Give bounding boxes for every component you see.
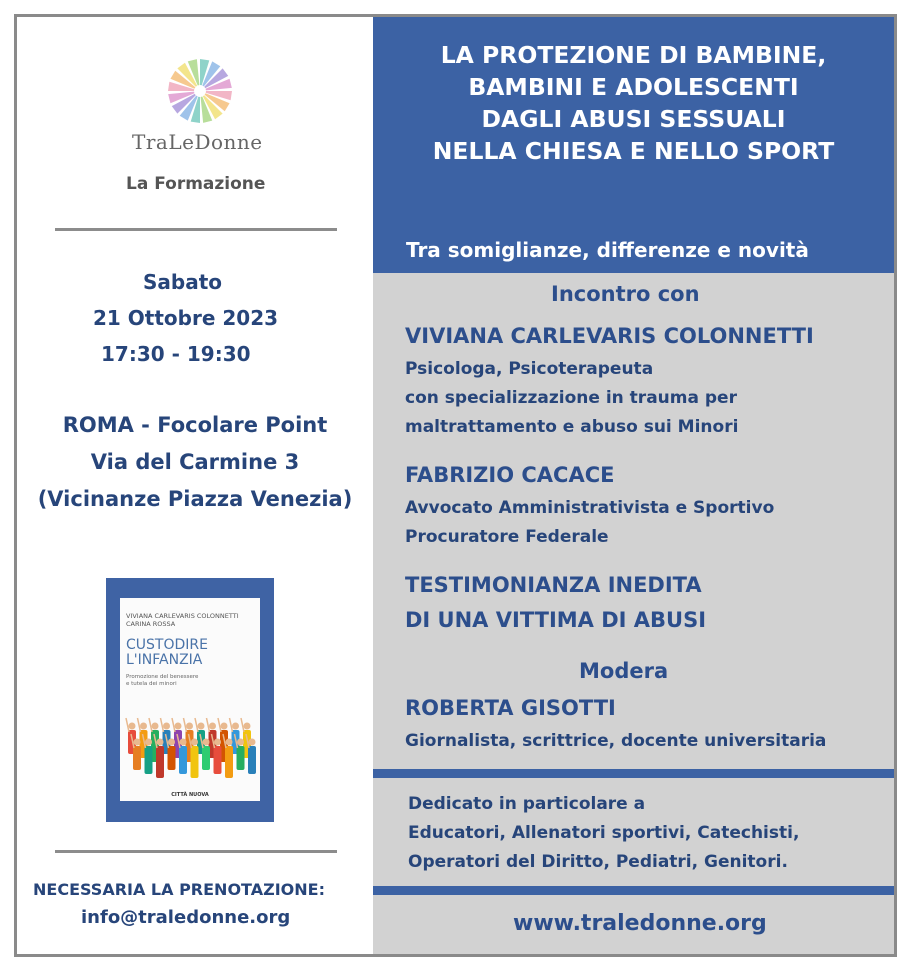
speaker-1-desc-line: Psicologa, Psicoterapeuta: [405, 359, 654, 379]
event-subtitle: Tra somiglianze, differenze e novità: [406, 238, 809, 262]
event-date: 21 Ottobre 2023: [93, 306, 279, 330]
venue-line-2: Via del Carmine 3: [90, 450, 300, 474]
speaker-2-desc-line: Avvocato Amministrativista e Sportivo: [405, 498, 775, 518]
book-subtitle-line: Promozione del benessere: [126, 674, 199, 680]
speaker-2-name: FABRIZIO CACACE: [405, 463, 615, 487]
speaker-1-name: VIVIANA CARLEVARIS COLONNETTI: [405, 324, 814, 348]
event-title-line: NELLA CHIESA E NELLO SPORT: [432, 137, 835, 165]
booking-email[interactable]: info@traledonne.org: [81, 907, 291, 928]
venue-line-3: (Vicinanze Piazza Venezia): [37, 487, 353, 511]
website-link[interactable]: www.traledonne.org: [513, 911, 767, 936]
speaker-2-desc-line: Procuratore Federale: [405, 527, 609, 547]
brand-subtitle: La Formazione: [126, 174, 266, 194]
book-author: VIVIANA CARLEVARIS COLONNETTI: [126, 612, 239, 620]
book-title-line: L'INFANZIA: [126, 652, 203, 668]
brand-name: TraLeDonne: [132, 130, 263, 154]
testimony-line: DI UNA VITTIMA DI ABUSI: [405, 608, 707, 632]
event-day: Sabato: [143, 270, 223, 294]
book-publisher: CITTÀ NUOVA: [171, 792, 209, 798]
event-title-line: DAGLI ABUSI SESSUALI: [481, 105, 786, 133]
book-author: CARINA ROSSA: [126, 620, 176, 628]
speaker-1-desc-line: con specializzazione in trauma per: [405, 388, 737, 408]
moderator-label: Modera: [579, 659, 669, 683]
meeting-label: Incontro con: [551, 282, 700, 306]
moderator-description: Giornalista, scrittrice, docente universitaria: [405, 731, 827, 751]
speaker-1-desc-line: maltrattamento e abuso sui Minori: [405, 417, 739, 437]
event-title-line: BAMBINI E ADOLESCENTI: [468, 73, 799, 101]
book-title-line: CUSTODIRE: [126, 637, 208, 653]
audience-line: Operatori del Diritto, Pediatri, Genitori.: [408, 852, 788, 872]
book-subtitle-line: e tutela dei minori: [126, 681, 177, 687]
venue-line-1: ROMA - Focolare Point: [62, 413, 328, 437]
audience-line: Dedicato in particolare a: [408, 794, 646, 814]
booking-label: NECESSARIA LA PRENOTAZIONE:: [33, 880, 325, 899]
event-time: 17:30 - 19:30: [101, 342, 251, 366]
poster-frame: [14, 14, 897, 957]
moderator-name: ROBERTA GISOTTI: [405, 696, 616, 720]
event-title-line: LA PROTEZIONE DI BAMBINE,: [440, 41, 827, 69]
audience-line: Educatori, Allenatori sportivi, Catechisti,: [408, 823, 800, 843]
testimony-line: TESTIMONIANZA INEDITA: [405, 573, 702, 597]
